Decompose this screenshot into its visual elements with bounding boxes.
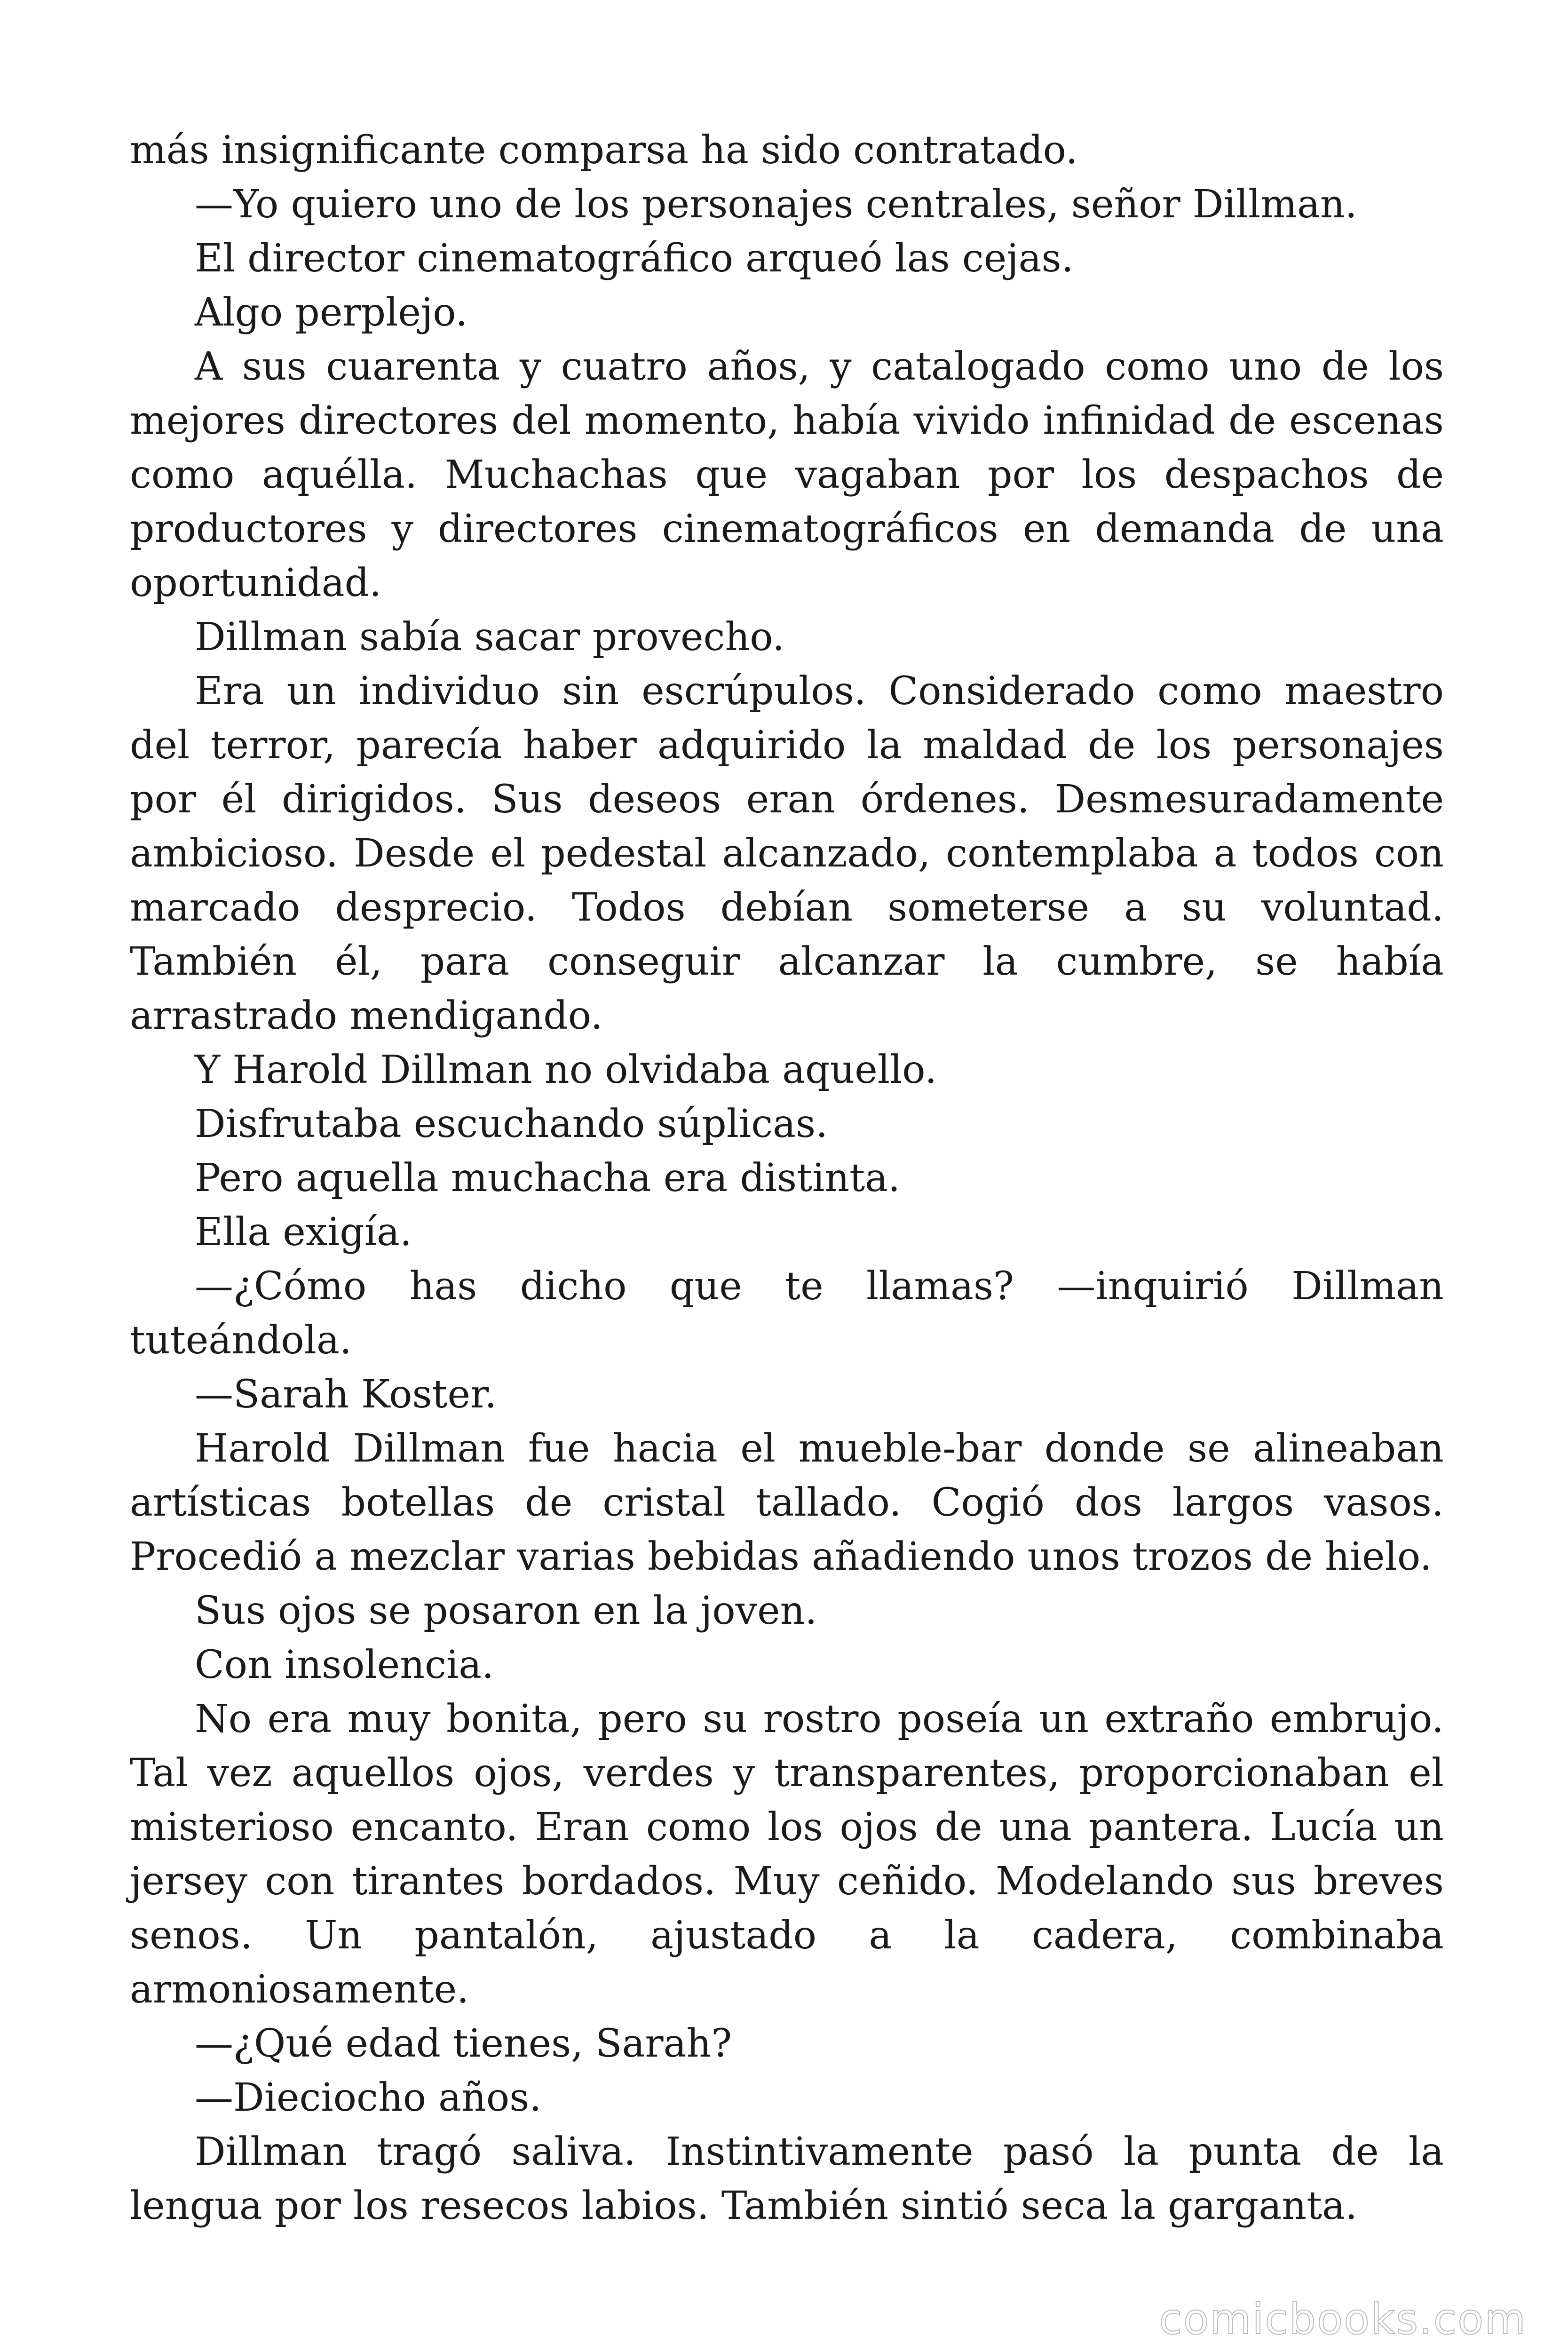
paragraph: —Sarah Koster.: [195, 1372, 497, 1417]
paragraph: Dillman sabía sacar provecho.: [195, 615, 785, 660]
paragraph: El director cinematográfico arqueó las cejas.: [195, 236, 1074, 281]
paragraph: —Yo quiero uno de los personajes centrales, señor Dillman.: [195, 182, 1357, 227]
paragraph: Harold Dillman fue hacia el mueble-bar donde se alineaban artísticas botellas de cristal tallado. Cogió dos largos vasos. Procedió a mezclar varias bebidas añadiendo unos trozos de hielo.: [130, 1426, 1444, 1579]
paragraph: Ella exigía.: [195, 1210, 412, 1255]
paragraph: —Dieciocho años.: [195, 2075, 542, 2120]
paragraph: Disfrutaba escuchando súplicas.: [195, 1102, 828, 1146]
paragraph: Con insolencia.: [195, 1643, 494, 1687]
paragraph: Pero aquella muchacha era distinta.: [195, 1156, 901, 1200]
paragraph: Sus ojos se posaron en la joven.: [195, 1589, 817, 1633]
watermark: comicbooks.com: [1159, 2295, 1527, 2344]
paragraph: —¿Cómo has dicho que te llamas? —inquirió Dillman tuteándola.: [130, 1264, 1444, 1363]
body-text: [130, 123, 1444, 2233]
paragraph: más insignificante comparsa ha sido contratado.: [130, 128, 1078, 173]
paragraph: —¿Qué edad tienes, Sarah?: [195, 2021, 732, 2066]
paragraph: A sus cuarenta y cuatro años, y catalogado como uno de los mejores directores del momento, había vivido infinidad de escenas como aquélla. Muchachas que vagaban por los despachos de productores y directores cinematográficos en demanda de una oportunidad.: [130, 344, 1444, 605]
paragraph: Y Harold Dillman no olvidaba aquello.: [195, 1048, 937, 1092]
paragraph: Dillman tragó saliva. Instintivamente pasó la punta de la lengua por los resecos labios. También sintió seca la garganta.: [130, 2130, 1444, 2228]
paragraph: Algo perplejo.: [195, 290, 468, 335]
paragraph: Era un individuo sin escrúpulos. Considerado como maestro del terror, parecía haber adquirido la maldad de los personajes por él dirigidos. Sus deseos eran órdenes. Desmesuradamente ambicioso. Desde el pedestal alcanzado, contemplaba a todos con marcado desprecio. Todos debían someterse a su voluntad. También él, para conseguir alcanzar la cumbre, se había arrastrado mendigando.: [130, 669, 1444, 1038]
paragraph: No era muy bonita, pero su rostro poseía un extraño embrujo. Tal vez aquellos ojos, verdes y transparentes, proporcionaban el misterioso encanto. Eran como los ojos de una pantera. Lucía un jersey con tirantes bordados. Muy ceñido. Modelando sus breves senos. Un pantalón, ajustado a la cadera, combinaba armoniosamente.: [130, 1697, 1444, 2012]
